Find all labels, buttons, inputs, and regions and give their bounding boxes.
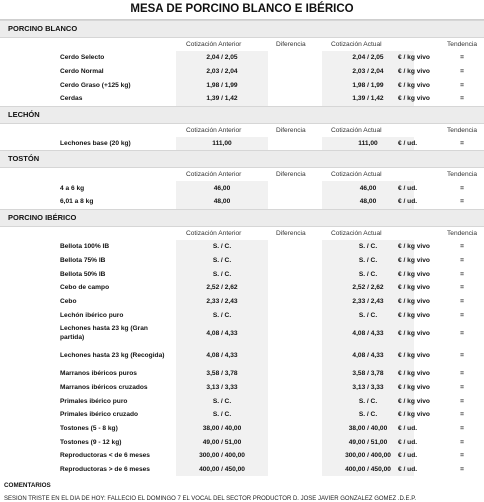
table-row xyxy=(0,422,484,436)
row-name: Cebo xyxy=(60,297,77,305)
trend-indicator: = xyxy=(460,297,464,305)
column-header-previous: Cotización Anterior xyxy=(186,126,242,134)
current-price: S. / C. xyxy=(322,240,414,254)
current-price: 3,58 / 3,78 xyxy=(322,367,414,381)
table-row xyxy=(0,92,484,106)
price-unit: € / ud. xyxy=(398,184,418,192)
price-unit: € / ud. xyxy=(398,466,418,474)
trend-indicator: = xyxy=(460,198,464,206)
row-name: Cerdo Graso (+125 kg) xyxy=(60,81,131,89)
comments-text: SESION TRISTE EN EL DIA DE HOY: FALLECIO EL DOMINGO 7 EL VOCAL DEL SECTOR PRODUCTOR D. JOSE JAVIER GONZALEZ GOMEZ .D.E.P. xyxy=(4,496,417,502)
section-title: LECHÓN xyxy=(0,106,484,124)
table-row xyxy=(0,78,484,92)
previous-price: 400,00 / 450,00 xyxy=(176,463,268,477)
previous-price: 300,00 / 400,00 xyxy=(176,449,268,463)
price-difference xyxy=(268,435,322,449)
row-name: Bellota 50% IB xyxy=(60,270,106,278)
table-row xyxy=(0,449,484,463)
trend-indicator: = xyxy=(460,284,464,292)
comments-title: COMENTARIOS xyxy=(4,482,51,490)
trend-indicator: = xyxy=(460,311,464,319)
table-row xyxy=(0,65,484,79)
column-header-difference: Diferencia xyxy=(276,229,306,237)
table-row xyxy=(0,51,484,65)
column-header-difference: Diferencia xyxy=(276,171,306,179)
price-difference xyxy=(268,449,322,463)
column-header-difference: Diferencia xyxy=(276,41,306,48)
row-name: Cerdo Normal xyxy=(60,68,104,76)
previous-price: 48,00 xyxy=(176,195,268,209)
price-difference xyxy=(268,344,322,367)
current-price: 3,13 / 3,33 xyxy=(322,381,414,395)
current-price: S. / C. xyxy=(322,267,414,281)
price-unit: € / ud. xyxy=(398,425,418,433)
row-name: Marranos ibéricos puros xyxy=(60,370,137,378)
column-header-row xyxy=(0,38,484,51)
price-unit: € / kg vivo xyxy=(398,95,430,103)
current-price: 4,08 / 4,33 xyxy=(322,344,414,367)
table-row xyxy=(0,463,484,477)
current-price: 48,00 xyxy=(322,195,414,209)
column-header-trend: Tendencia xyxy=(447,41,478,48)
previous-price: 4,08 / 4,33 xyxy=(176,344,268,367)
trend-indicator: = xyxy=(460,352,464,360)
price-unit: € / kg vivo xyxy=(398,54,430,62)
trend-indicator: = xyxy=(460,68,464,76)
table-row xyxy=(0,195,484,209)
table-row xyxy=(0,295,484,309)
current-price: 49,00 / 51,00 xyxy=(322,435,414,449)
previous-price: 4,08 / 4,33 xyxy=(176,322,268,345)
column-header-row xyxy=(0,227,484,240)
row-name: Lechones hasta 23 kg (Recogida) xyxy=(60,352,165,360)
price-unit: € / kg vivo xyxy=(398,352,430,360)
price-unit: € / ud. xyxy=(398,452,418,460)
column-header-previous: Cotización Anterior xyxy=(186,41,242,48)
price-unit: € / kg vivo xyxy=(398,383,430,391)
price-difference xyxy=(268,463,322,477)
row-name: Marranos ibéricos cruzados xyxy=(60,383,148,391)
trend-indicator: = xyxy=(460,243,464,251)
current-price: S. / C. xyxy=(322,394,414,408)
row-name: Bellota 75% IB xyxy=(60,256,106,264)
price-difference xyxy=(268,240,322,254)
price-difference xyxy=(268,308,322,322)
price-unit: € / kg vivo xyxy=(398,411,430,419)
sections-container xyxy=(0,20,484,476)
row-name: Cebo de campo xyxy=(60,284,110,292)
price-difference xyxy=(268,195,322,209)
row-name: Lechón ibérico puro xyxy=(60,311,124,319)
price-unit: € / kg vivo xyxy=(398,370,430,378)
price-difference xyxy=(268,92,322,106)
previous-price: 1,39 / 1,42 xyxy=(176,92,268,106)
price-unit: € / kg vivo xyxy=(398,243,430,251)
previous-price: S. / C. xyxy=(176,408,268,422)
current-price: 2,04 / 2,05 xyxy=(322,51,414,65)
current-price: S. / C. xyxy=(322,308,414,322)
current-price: 1,98 / 1,99 xyxy=(322,78,414,92)
table-row xyxy=(0,344,484,367)
price-difference xyxy=(268,181,322,195)
table-row xyxy=(0,240,484,254)
previous-price: 38,00 / 40,00 xyxy=(176,422,268,436)
page-title: MESA DE PORCINO BLANCO E IBÉRICO xyxy=(0,0,484,20)
price-unit: € / kg vivo xyxy=(398,270,430,278)
price-unit: € / ud. xyxy=(398,198,418,206)
previous-price: 1,98 / 1,99 xyxy=(176,78,268,92)
price-difference xyxy=(268,281,322,295)
column-header-trend: Tendencia xyxy=(447,171,478,179)
price-difference xyxy=(268,78,322,92)
price-difference xyxy=(268,65,322,79)
table-row xyxy=(0,267,484,281)
row-name: Reproductoras < de 6 meses xyxy=(60,452,150,460)
column-header-trend: Tendencia xyxy=(447,126,478,134)
row-name: Tostones (5 - 8 kg) xyxy=(60,425,118,433)
table-row xyxy=(0,381,484,395)
current-price: 2,52 / 2,62 xyxy=(322,281,414,295)
price-difference xyxy=(268,322,322,345)
previous-price: S. / C. xyxy=(176,240,268,254)
table-row xyxy=(0,394,484,408)
table-row xyxy=(0,281,484,295)
trend-indicator: = xyxy=(460,54,464,62)
price-unit: € / ud. xyxy=(398,140,418,148)
trend-indicator: = xyxy=(460,81,464,89)
trend-indicator: = xyxy=(460,425,464,433)
current-price: 4,08 / 4,33 xyxy=(322,322,414,345)
price-unit: € / kg vivo xyxy=(398,311,430,319)
row-name: Tostones (9 - 12 kg) xyxy=(60,438,122,446)
previous-price: S. / C. xyxy=(176,254,268,268)
previous-price: 49,00 / 51,00 xyxy=(176,435,268,449)
row-name: Reproductoras > de 6 meses xyxy=(60,466,150,474)
column-header-trend: Tendencia xyxy=(447,229,478,237)
trend-indicator: = xyxy=(460,411,464,419)
table-row xyxy=(0,308,484,322)
previous-price: 3,13 / 3,33 xyxy=(176,381,268,395)
previous-price: 111,00 xyxy=(176,137,268,151)
price-difference xyxy=(268,295,322,309)
price-unit: € / kg vivo xyxy=(398,284,430,292)
table-row xyxy=(0,181,484,195)
trend-indicator: = xyxy=(460,140,464,148)
price-unit: € / kg vivo xyxy=(398,297,430,305)
column-header-current: Cotización Actual xyxy=(331,229,382,237)
price-unit: € / kg vivo xyxy=(398,81,430,89)
section-title: PORCINO IBÉRICO xyxy=(0,209,484,227)
trend-indicator: = xyxy=(460,383,464,391)
column-header-difference: Diferencia xyxy=(276,126,306,134)
trend-indicator: = xyxy=(460,256,464,264)
trend-indicator: = xyxy=(460,270,464,278)
section-title: TOSTÓN xyxy=(0,150,484,168)
table-row xyxy=(0,254,484,268)
price-unit: € / kg vivo xyxy=(398,256,430,264)
current-price: 300,00 / 400,00 xyxy=(322,449,414,463)
trend-indicator: = xyxy=(460,397,464,405)
column-header-previous: Cotización Anterior xyxy=(186,171,242,179)
current-price: 2,33 / 2,43 xyxy=(322,295,414,309)
previous-price: S. / C. xyxy=(176,267,268,281)
price-difference xyxy=(268,267,322,281)
price-difference xyxy=(268,51,322,65)
price-unit: € / kg vivo xyxy=(398,397,430,405)
current-price: 111,00 xyxy=(322,137,414,151)
column-header-current: Cotización Actual xyxy=(331,41,382,48)
current-price: 38,00 / 40,00 xyxy=(322,422,414,436)
row-name: Lechones hasta 23 kg (Gran partida) xyxy=(60,325,148,342)
current-price: 1,39 / 1,42 xyxy=(322,92,414,106)
price-unit: € / ud. xyxy=(398,438,418,446)
current-price: 400,00 / 450,00 xyxy=(322,463,414,477)
column-header-current: Cotización Actual xyxy=(331,126,382,134)
trend-indicator: = xyxy=(460,95,464,103)
section-title: PORCINO BLANCO xyxy=(0,20,484,38)
table-row xyxy=(0,137,484,151)
trend-indicator: = xyxy=(460,466,464,474)
previous-price: S. / C. xyxy=(176,308,268,322)
row-name: Bellota 100% IB xyxy=(60,243,110,251)
price-difference xyxy=(268,422,322,436)
previous-price: 2,33 / 2,43 xyxy=(176,295,268,309)
trend-indicator: = xyxy=(460,370,464,378)
previous-price: 46,00 xyxy=(176,181,268,195)
price-difference xyxy=(268,367,322,381)
row-name: Lechones base (20 kg) xyxy=(60,140,131,148)
current-price: 46,00 xyxy=(322,181,414,195)
table-row xyxy=(0,435,484,449)
row-name: Primales ibérico puro xyxy=(60,397,128,405)
price-difference xyxy=(268,408,322,422)
price-unit: € / kg vivo xyxy=(398,329,430,337)
current-price: S. / C. xyxy=(322,408,414,422)
price-difference xyxy=(268,254,322,268)
row-name: 4 a 6 kg xyxy=(60,184,85,192)
previous-price: 2,03 / 2,04 xyxy=(176,65,268,79)
trend-indicator: = xyxy=(460,438,464,446)
column-header-row xyxy=(0,168,484,181)
row-name: 6,01 a 8 kg xyxy=(60,198,94,206)
table-row xyxy=(0,322,484,345)
table-row xyxy=(0,367,484,381)
current-price: S. / C. xyxy=(322,254,414,268)
previous-price: 2,04 / 2,05 xyxy=(176,51,268,65)
trend-indicator: = xyxy=(460,184,464,192)
trend-indicator: = xyxy=(460,452,464,460)
price-difference xyxy=(268,381,322,395)
price-unit: € / kg vivo xyxy=(398,68,430,76)
current-price: 2,03 / 2,04 xyxy=(322,65,414,79)
previous-price: S. / C. xyxy=(176,394,268,408)
row-name: Primales ibérico cruzado xyxy=(60,411,139,419)
row-name: Cerdas xyxy=(60,95,83,103)
table-row xyxy=(0,408,484,422)
trend-indicator: = xyxy=(460,329,464,337)
column-header-current: Cotización Actual xyxy=(331,171,382,179)
previous-price: 2,52 / 2,62 xyxy=(176,281,268,295)
price-difference xyxy=(268,137,322,151)
price-difference xyxy=(268,394,322,408)
column-header-previous: Cotización Anterior xyxy=(186,229,242,237)
column-header-row xyxy=(0,124,484,137)
previous-price: 3,58 / 3,78 xyxy=(176,367,268,381)
row-name: Cerdo Selecto xyxy=(60,54,105,62)
